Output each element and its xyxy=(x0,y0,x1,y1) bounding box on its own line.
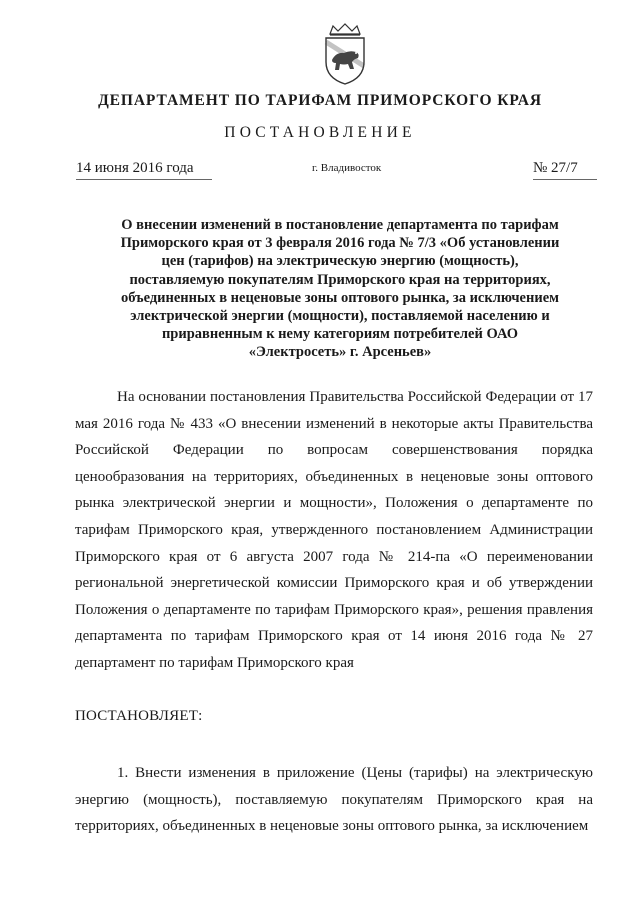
body-paragraph-2: 1. Внести изменения в приложение (Цены (тарифы) на электрическую энергию (мощность), поставляемую покупателям Приморского края на территориях, объединенных в неценовые зоны оптового рынка, за исключением xyxy=(75,765,593,835)
body-paragraph-1: На основании постановления Правительства Российской Федерации от 17 мая 2016 года № 433 «О внесении изменений в некоторые акты Правительства Российской Федерации по вопросам совершенствования порядка ценообразования на территориях, объединенных в неценовые зоны оптового рынка электрической энергии и мощности», Положения о департаменте по тарифам Приморского края, утвержденного постановлением Администрации Приморского края от 6 августа 2007 года № 214-па «О переименовании региональной энергетической комиссии Приморского края и об утверждении Положения о департаменте по тарифам Приморского края», решения правления департамента по тарифам Приморского края от 14 июня 2016 года № 27 департамент по тарифам Приморского края xyxy=(75,389,593,671)
department-title: ДЕПАРТАМЕНТ ПО ТАРИФАМ ПРИМОРСКОГО КРАЯ xyxy=(98,92,542,109)
document-city: г. Владивосток xyxy=(312,162,382,174)
decree-heading: ПОСТАНОВЛЯЕТ: xyxy=(75,708,203,724)
document-subject: О внесении изменений в постановление департамента по тарифам Приморского края от 3 февраля 2016 года № 7/3 «Об установлении цен (тарифов) на электрическую энергию (мощность), поставляемую покупателям Приморского края на территориях, объединенных в неценовые зоны оптового рынка, за исключением электрической энергии (мощности), поставляемой населению и приравненным к нему категориям потребителей ОАО «Электросеть» г. Арсеньев» xyxy=(120,217,560,361)
document-number: № 27/7 xyxy=(533,160,597,180)
document-type: ПОСТАНОВЛЕНИЕ xyxy=(224,124,416,141)
document-date: 14 июня 2016 года xyxy=(76,160,212,180)
coat-of-arms-icon xyxy=(318,22,372,86)
